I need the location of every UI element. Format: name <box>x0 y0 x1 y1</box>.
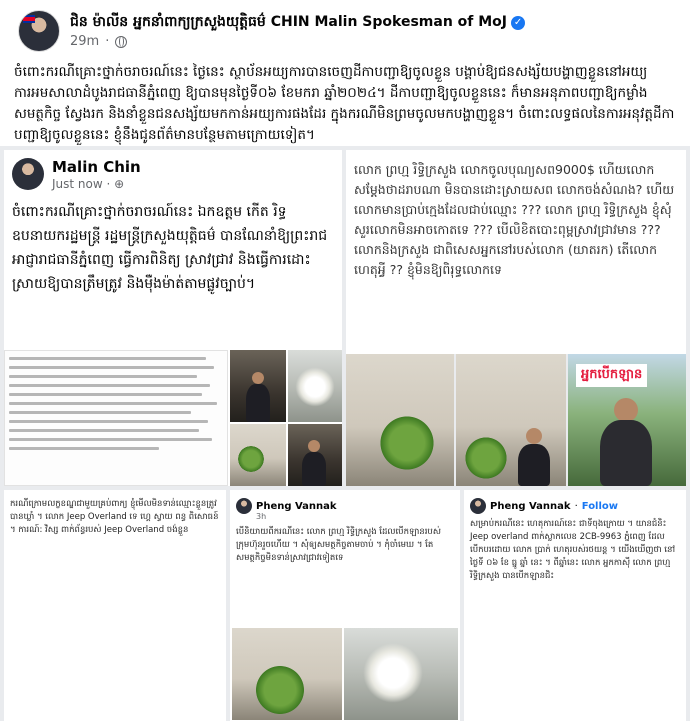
shared-post-text: ចំពោះករណីគ្រោះថ្នាក់ចរាចរណ៍នេះ ឯកឧត្តម កើត រិទ្ធ ឧបនាយករដ្ឋមន្ត្រី រដ្ឋមន្ត្រីក្រសួងយុត្តិធម៌ បានណែនាំឱ្យព្រះរាជអាជ្ញារាជធានីភ្នំពេញ ធ្វើការពិនិត្យ ស្រាវជ្រាវ និងធ្វើការដោះស្រាយឱ្យបានត្រឹមត្រូវ និងម៉ឺងម៉ាត់តាមផ្លូវច្បាប់។ <box>12 204 328 292</box>
post-meta <box>70 34 127 49</box>
shared-post-author: Malin Chin <box>52 158 141 176</box>
photo-tile-person-gate[interactable] <box>456 354 566 486</box>
post-header <box>18 10 678 54</box>
shared-post-header <box>12 158 332 194</box>
bottom-post-author-3: Pheng Vannak <box>490 500 571 512</box>
bottom-post-author-2: Pheng Vannak <box>256 500 337 512</box>
bottom-post-text-1: ករណីក្រោមលក្ខខណ្ឌជាមួយគ្រប់ពាក្យ ខ្ញុំមើលមិនទាន់ឈ្មោះខ្លួនត្រូវបានឃ្លាំ ។ លោក Jeep Overland ទេ ហ្គេ ស្វាយ ពន្ធ ពិសោធន៍ ។ ការណ៍: វិស្ស ពាក់ព័ន្ធរបស់ Jeep Overland ចង់ខ្លួន <box>10 499 219 535</box>
photo-tile-text-screenshot[interactable] <box>346 150 686 354</box>
thumb-photo-person <box>230 350 286 422</box>
bottom-post-text-2: បើនិយាយពីករណីនេះ លោក ព្រហ្ម រិទ្ធិក្រសួង ដែលបើកឡានរបស់ក្រុមហ៊ុនរួចហើយ ។ សុំឲ្យសមត្ថកិច្ចតាមចាប់ ។ កុំចាំមេឃ ។ តែសមត្ថកិច្ចមិនទាន់ស្រាវជ្រាវទៀតទេ <box>236 527 441 563</box>
post-time[interactable]: 29m <box>70 34 100 49</box>
bottom-post-avatar-3 <box>470 498 486 514</box>
author-avatar[interactable] <box>18 10 60 52</box>
bottom-photo-yard <box>232 628 342 720</box>
globe-icon: ⊕ <box>114 177 125 191</box>
photo-tile-post-left[interactable] <box>4 490 226 721</box>
flag-icon <box>23 15 35 23</box>
photo-tile-post-middle[interactable] <box>230 490 460 721</box>
bottom-post-avatar-2 <box>236 498 252 514</box>
screenshot-text: លោក ព្រហ្ម រិទ្ធិក្រសួង លោកចូលបុណ្យសព9000$ ហើយលោកសម្តែងថាដរាបណា មិនបានដោះស្រាយសព លោកចង់សំណង? ហើយលោកមានប្រាប់ក្មេងដែលជាប់ឈ្មោះ ??? លោក ព្រហ្ម រិទ្ធិក្រសួង ខ្ញុំសុំសួរលោកមិនអាចកោតទេ ??? បើលិខិតបោះពុម្ពស្រាវជ្រាវមាន ??? លោកនិងក្រសួង ជាពិសេសអ្នកនៅរបស់លោក (យាតរក) តើលោកហេតុអ្វី ?? ខ្ញុំមិនឱ្យពិរុទ្ធលោកទេ <box>354 162 675 277</box>
photo-tile-post-right[interactable] <box>464 490 686 721</box>
thumb-photo-room <box>288 424 342 486</box>
photo-grid <box>0 146 690 721</box>
photo-row-bottom <box>0 486 690 721</box>
globe-icon <box>115 36 127 48</box>
dot-separator: · <box>574 500 578 512</box>
photo-tile-shared-post[interactable] <box>4 150 342 486</box>
thumb-photo-yard <box>230 424 286 486</box>
bottom-post-text-3: សម្រាប់ករណីនេះ ហេតុការណ៍នេះ ជាទីចុងក្រោយ ។ យានជំនិះ Jeep overland ពាក់ស្លាកលេខ 2CB-9963 ភ្នំពេញ ដែលបើកបរដោយ លោក ប្រាក់ ហេតុរបស់រថយន្ត ។ យើងឃើញថា នៅថ្ងៃទី ០៦ ខែ ធ្នូ ឆ្នាំ នេះ ។ ពីឆ្នាំនេះ លោក អ្នកកាស៊ី លោក ព្រហ្ម រិទ្ធិក្រសួង បានបើកឡានជិះ <box>470 519 676 581</box>
photo-tile-gate[interactable] <box>346 354 454 486</box>
bottom-post-header-2 <box>236 496 337 516</box>
bottom-post-header-3 <box>470 496 618 516</box>
driver-caption: អ្នកបើកឡាន <box>576 364 647 387</box>
shared-post-avatar <box>12 158 44 190</box>
bottom-post-time-2: 3h <box>256 512 267 521</box>
author-name[interactable]: ជិន ម៉ាលីន អ្នកនាំពាក្យក្រសួងយុត្តិធម៌ CHIN Malin Spokesman of MoJ <box>70 14 508 30</box>
verified-badge-icon: ✓ <box>511 16 525 30</box>
follow-button[interactable]: Follow <box>581 500 619 512</box>
shared-post-time: Just now · ⊕ <box>52 177 125 191</box>
photo-tile-driver[interactable] <box>568 354 686 486</box>
thumb-photo-flowers <box>288 350 342 422</box>
bottom-photo-flowers <box>344 628 458 720</box>
meta-separator: · <box>105 34 110 49</box>
author-name-row[interactable] <box>70 12 525 33</box>
embedded-screenshot <box>4 350 228 486</box>
post-text: ចំពោះករណីគ្រោះថ្នាក់ចរាចរណ៍នេះ ថ្ងៃនេះ ស្ថាប័នអយ្យការបានចេញដីកាបញ្ជាឱ្យចូលខ្លួន បង្គាប់ឱ្យជនសង្ស័យបង្ហាញខ្លួននៅអយ្យការអមសាលាដំបូងរាជធានីភ្នំពេញ ឱ្យបានមុនថ្ងៃទី០៦ ខែមករា ឆ្នាំ២០២៤។ ដីកាបញ្ជាឱ្យចូលខ្លួននេះ ក៏មានអនុភាពបញ្ជាឱ្យកម្លាំងសមត្ថកិច្ច ស្វែងរក និងនាំខ្លួនជនសង្ស័យមកកាន់អយ្យការផងដែរ ក្នុងករណីមិនព្រមចូលមកបង្ហាញខ្លួន។ ចំពោះលទ្ធផលនៃការអនុវត្តដីកាបញ្ជាឱ្យចូលខ្លួននេះ ខ្ញុំនឹងជូនព័ត៌មានបន្ថែមតាមក្រោយទៀត។ <box>14 64 675 143</box>
